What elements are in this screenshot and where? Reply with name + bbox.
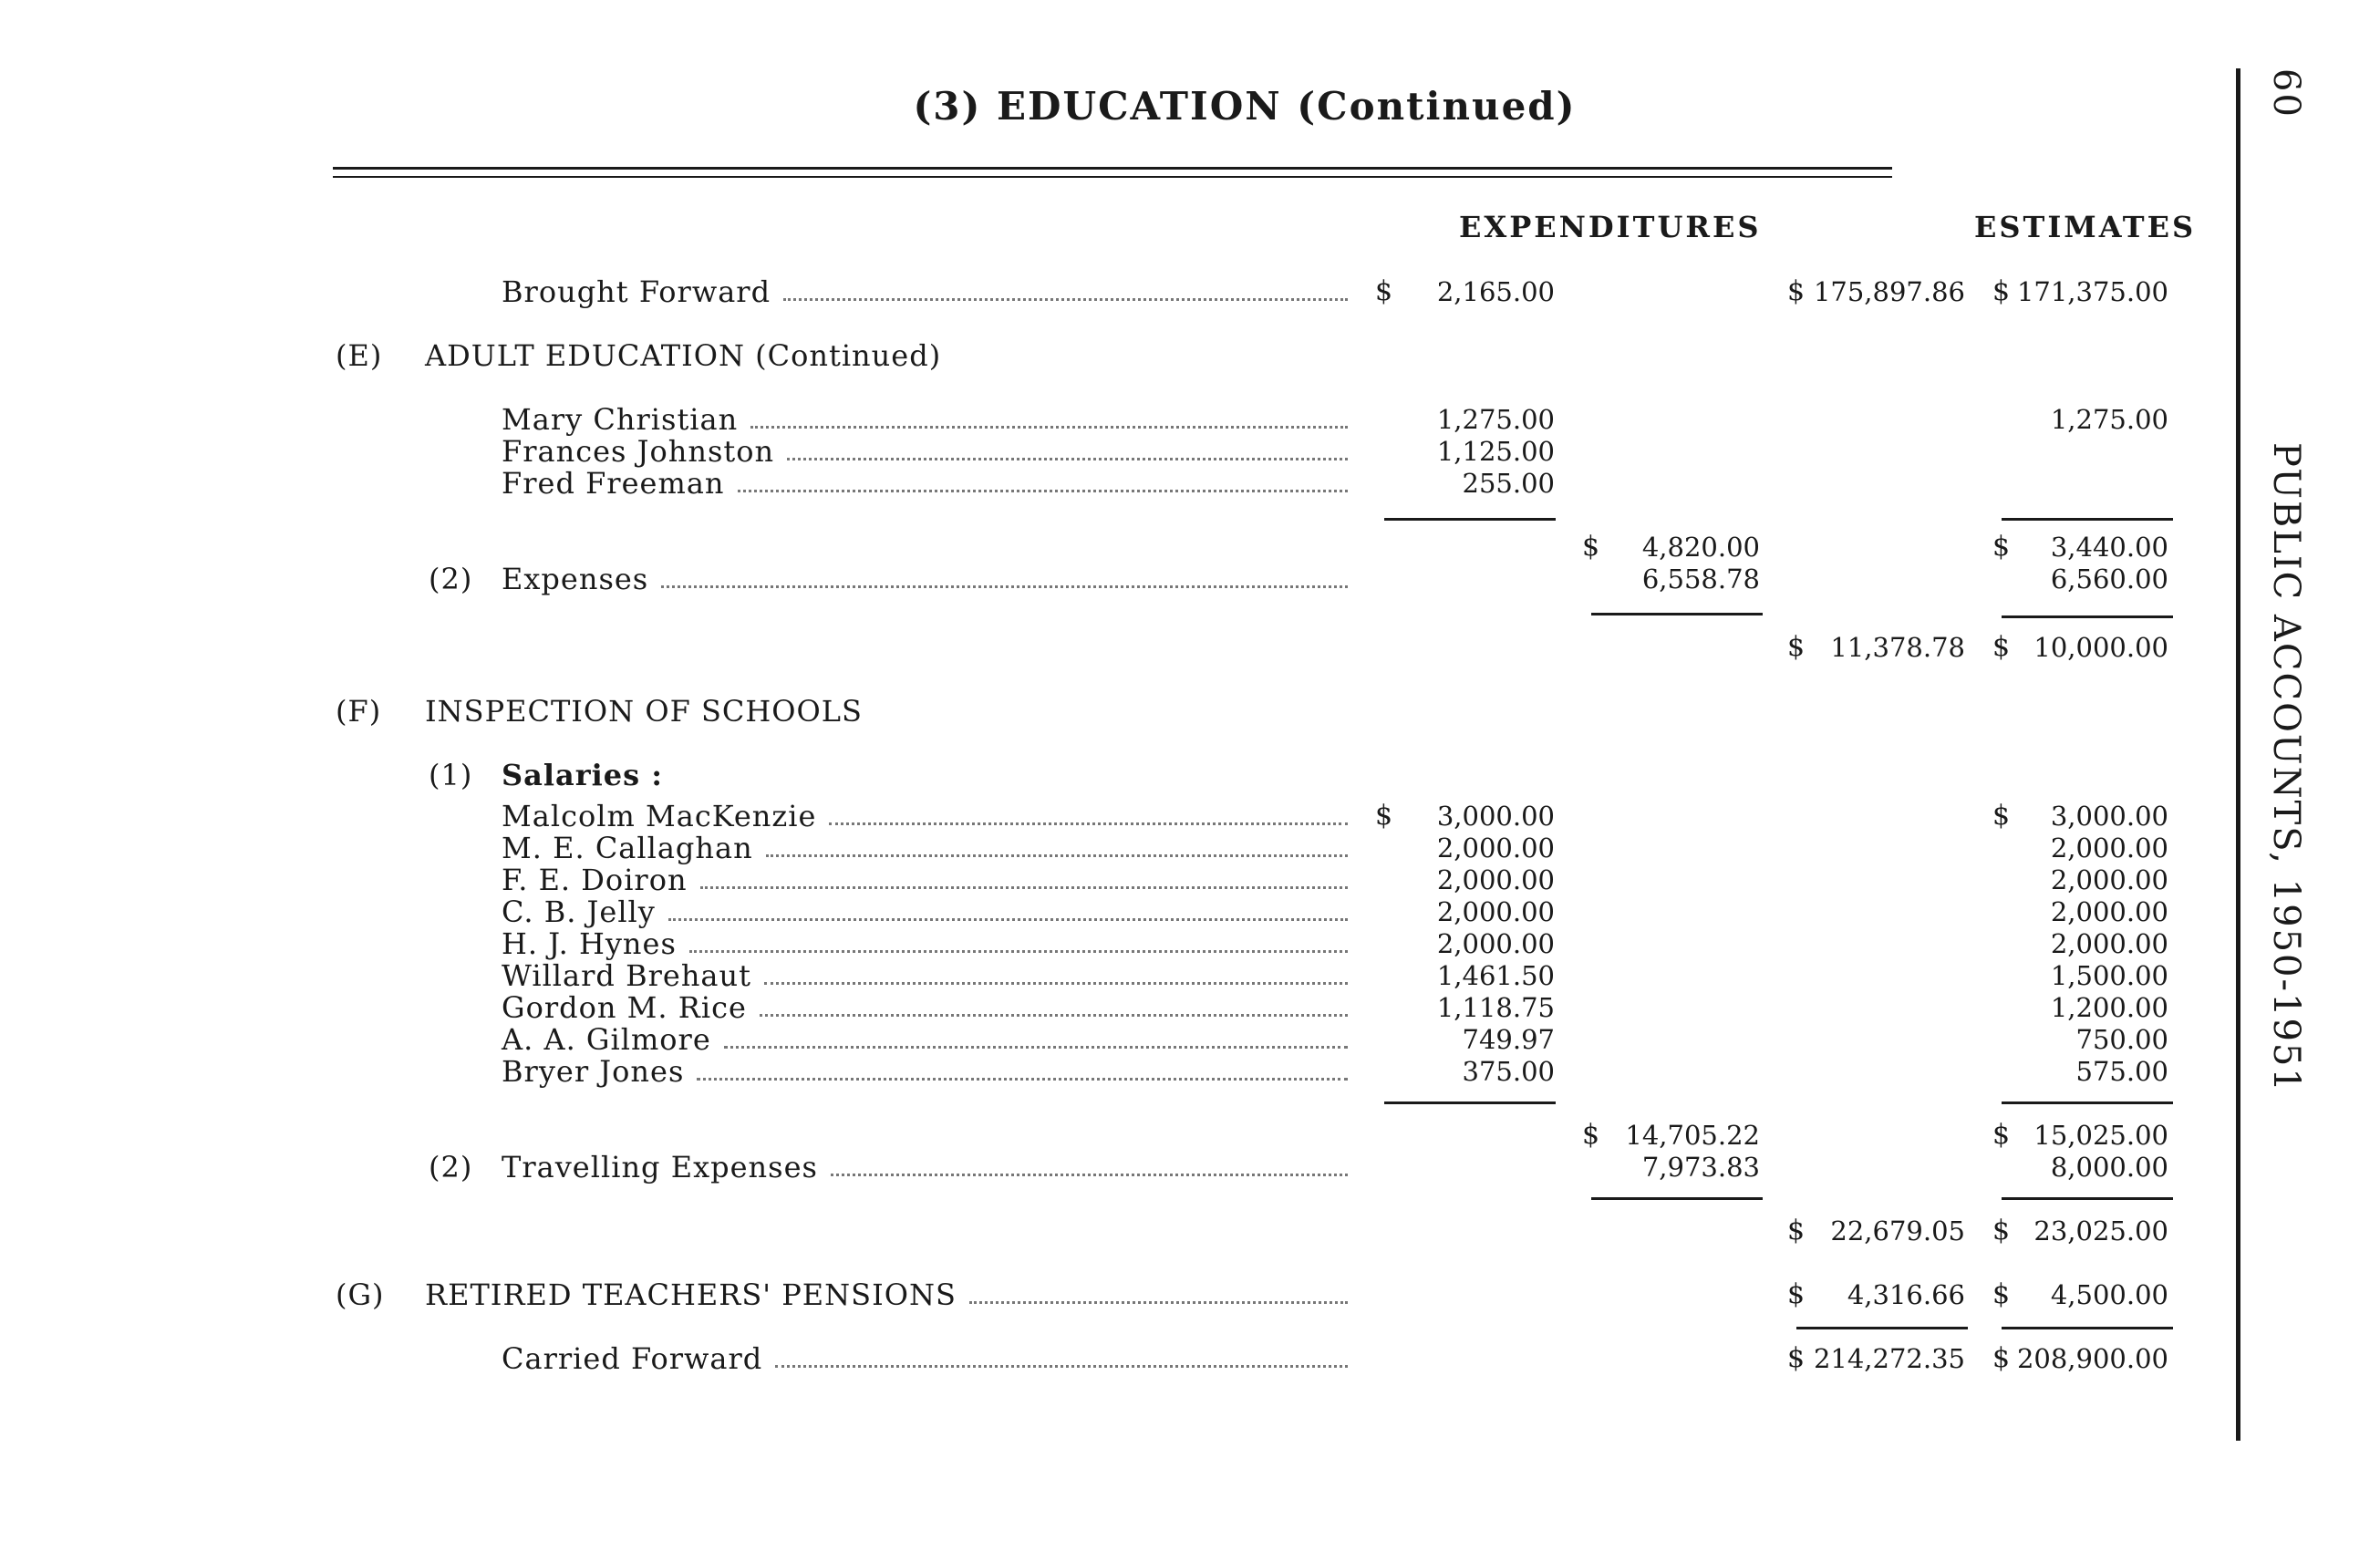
expenditure-total: 214,272.35 xyxy=(1813,1343,1965,1374)
table-row xyxy=(0,757,2189,793)
section-letter: (G) xyxy=(336,1277,385,1312)
dot-leader xyxy=(787,458,1348,460)
estimate-amount: 1,275.00 xyxy=(2050,404,2168,435)
currency-sign: $ xyxy=(1992,1342,2011,1374)
section-letter: (E) xyxy=(336,338,383,373)
estimate-amount: 3,000.00 xyxy=(2050,801,2168,832)
dot-leader xyxy=(969,1301,1348,1304)
expenditure-amount: 2,165.00 xyxy=(1436,276,1555,307)
sum-rule xyxy=(2002,1197,2173,1200)
table-row xyxy=(0,1213,2189,1249)
currency-sign: $ xyxy=(1992,531,2011,563)
table-row xyxy=(0,693,2189,729)
expenditure-total: 4,316.66 xyxy=(1847,1279,1965,1310)
expenditure-subtotal: 14,705.22 xyxy=(1625,1120,1760,1151)
table-row xyxy=(0,401,2189,438)
estimate-amount: 23,025.00 xyxy=(2033,1215,2168,1246)
table-row xyxy=(0,465,2189,502)
line-item-label: A. A. Gilmore xyxy=(502,1022,711,1057)
estimate-amount: 2,000.00 xyxy=(2050,896,2168,927)
currency-sign: $ xyxy=(1992,275,2011,307)
estimate-amount: 1,200.00 xyxy=(2050,992,2168,1023)
estimate-amount: 15,025.00 xyxy=(2033,1120,2168,1151)
currency-sign: $ xyxy=(1375,800,1393,832)
estimate-amount: 10,000.00 xyxy=(2033,632,2168,663)
currency-sign: $ xyxy=(1992,1215,2011,1246)
table-row xyxy=(0,1149,2189,1185)
line-item-label: Malcolm MacKenzie xyxy=(502,799,817,833)
currency-sign: $ xyxy=(1375,275,1393,307)
currency-sign: $ xyxy=(1992,1119,2011,1151)
table-row xyxy=(0,1117,2189,1153)
page-title: (3) EDUCATION (Continued) xyxy=(913,84,1577,129)
table-row xyxy=(0,862,2189,898)
line-item-label: F. E. Doiron xyxy=(502,863,688,897)
dot-leader xyxy=(783,298,1348,301)
line-item-label: H. J. Hynes xyxy=(502,926,677,961)
currency-sign: $ xyxy=(1992,1278,2011,1310)
sum-rule xyxy=(1384,518,1556,521)
expenditure-subtotal: 7,973.83 xyxy=(1641,1152,1760,1183)
line-item-label: Gordon M. Rice xyxy=(502,990,747,1025)
dot-leader xyxy=(775,1365,1348,1368)
table-row xyxy=(0,1021,2189,1058)
estimate-amount: 575.00 xyxy=(2075,1056,2168,1087)
table-row xyxy=(0,894,2189,930)
line-item-label: C. B. Jelly xyxy=(502,895,656,929)
dot-leader xyxy=(750,426,1348,429)
title-rule-top xyxy=(333,167,1892,170)
estimate-amount: 2,000.00 xyxy=(2050,928,2168,959)
table-row xyxy=(0,1053,2189,1090)
expenditure-amount: 1,275.00 xyxy=(1436,404,1555,435)
expenditure-amount: 1,118.75 xyxy=(1436,992,1555,1023)
line-item-label: Fred Freeman xyxy=(502,466,725,501)
expenditures-header: EXPENDITURES xyxy=(1459,210,1762,244)
currency-sign: $ xyxy=(1787,1278,1806,1310)
currency-sign: $ xyxy=(1582,531,1600,563)
currency-sign: $ xyxy=(1787,1215,1806,1246)
estimates-header: ESTIMATES xyxy=(1974,210,2197,244)
estimate-amount: 171,375.00 xyxy=(2016,276,2168,307)
expenditure-total: 11,378.78 xyxy=(1830,632,1965,663)
sum-rule xyxy=(1384,1101,1556,1104)
expenditure-amount: 1,461.50 xyxy=(1436,960,1555,991)
item-number: (2) xyxy=(429,562,473,596)
line-item-label: M. E. Callaghan xyxy=(502,831,753,865)
dot-leader xyxy=(829,822,1348,825)
estimate-amount: 8,000.00 xyxy=(2050,1152,2168,1183)
currency-sign: $ xyxy=(1582,1119,1600,1151)
table-row xyxy=(0,957,2189,994)
title-rule-bottom xyxy=(333,176,1892,178)
table-row xyxy=(0,529,2189,565)
table-row xyxy=(0,629,2189,666)
estimate-amount: 6,560.00 xyxy=(2050,564,2168,595)
dot-leader xyxy=(764,982,1348,985)
currency-sign: $ xyxy=(1992,631,2011,663)
dot-leader xyxy=(831,1174,1348,1176)
line-item-label: Salaries : xyxy=(502,758,664,792)
expenditure-subtotal: 6,558.78 xyxy=(1641,564,1760,595)
sum-rule xyxy=(2002,1327,2173,1329)
sum-rule xyxy=(1591,1197,1763,1200)
item-number: (1) xyxy=(429,758,473,792)
estimate-amount: 3,440.00 xyxy=(2050,532,2168,563)
table-row xyxy=(0,337,2189,374)
page-margin-bar xyxy=(2236,68,2240,1441)
line-item-label: Mary Christian xyxy=(502,402,739,437)
item-number: (2) xyxy=(429,1150,473,1184)
expenditure-total: 22,679.05 xyxy=(1830,1215,1965,1246)
line-item-label: RETIRED TEACHERS' PENSIONS xyxy=(425,1277,957,1312)
expenditure-total: 175,897.86 xyxy=(1813,276,1965,307)
estimate-amount: 4,500.00 xyxy=(2050,1279,2168,1310)
expenditure-amount: 2,000.00 xyxy=(1436,864,1555,895)
section-letter: (F) xyxy=(336,694,382,729)
table-row xyxy=(0,1277,2189,1313)
table-row xyxy=(0,561,2189,597)
expenditure-amount: 2,000.00 xyxy=(1436,833,1555,864)
table-row xyxy=(0,926,2189,962)
table-row xyxy=(0,1340,2189,1377)
line-item-label: Frances Johnston xyxy=(502,434,775,469)
estimate-amount: 750.00 xyxy=(2075,1024,2168,1055)
table-row xyxy=(0,433,2189,470)
dot-leader xyxy=(697,1078,1348,1081)
line-item-label: Bryer Jones xyxy=(502,1054,685,1089)
dot-leader xyxy=(668,918,1348,921)
table-row xyxy=(0,274,2189,310)
dot-leader xyxy=(738,490,1348,492)
table-row xyxy=(0,830,2189,866)
line-item-label: Expenses xyxy=(502,562,649,596)
sum-rule xyxy=(1796,1327,1968,1329)
sum-rule xyxy=(2002,615,2173,618)
currency-sign: $ xyxy=(1787,631,1806,663)
table-row xyxy=(0,989,2189,1026)
sum-rule xyxy=(1591,613,1763,615)
expenditure-amount: 255.00 xyxy=(1462,468,1555,499)
table-row xyxy=(0,798,2189,834)
dot-leader xyxy=(724,1046,1348,1049)
line-item-label: INSPECTION OF SCHOOLS xyxy=(425,694,863,729)
line-item-label: ADULT EDUCATION (Continued) xyxy=(425,338,942,373)
expenditure-amount: 749.97 xyxy=(1462,1024,1555,1055)
dot-leader xyxy=(760,1014,1348,1017)
currency-sign: $ xyxy=(1787,1342,1806,1374)
dot-leader xyxy=(700,886,1348,889)
line-item-label: Carried Forward xyxy=(502,1341,763,1376)
currency-sign: $ xyxy=(1992,800,2011,832)
expenditure-amount: 2,000.00 xyxy=(1436,928,1555,959)
side-running-title: PUBLIC ACCOUNTS, 1950-1951 xyxy=(2265,442,2307,1093)
expenditure-amount: 3,000.00 xyxy=(1436,801,1555,832)
estimate-amount: 2,000.00 xyxy=(2050,864,2168,895)
estimate-amount: 1,500.00 xyxy=(2050,960,2168,991)
expenditure-amount: 375.00 xyxy=(1462,1056,1555,1087)
sum-rule xyxy=(2002,1101,2173,1104)
dot-leader xyxy=(661,585,1348,588)
page-number: 60 xyxy=(2265,68,2307,119)
line-item-label: Travelling Expenses xyxy=(502,1150,818,1184)
expenditure-amount: 1,125.00 xyxy=(1436,436,1555,467)
sum-rule xyxy=(2002,518,2173,521)
line-item-label: Willard Brehaut xyxy=(502,958,751,993)
estimate-amount: 208,900.00 xyxy=(2016,1343,2168,1374)
estimate-amount: 2,000.00 xyxy=(2050,833,2168,864)
expenditure-amount: 2,000.00 xyxy=(1436,896,1555,927)
currency-sign: $ xyxy=(1787,275,1806,307)
expenditure-subtotal: 4,820.00 xyxy=(1641,532,1760,563)
line-item-label: Brought Forward xyxy=(502,274,771,309)
dot-leader xyxy=(689,950,1348,953)
dot-leader xyxy=(766,854,1348,857)
